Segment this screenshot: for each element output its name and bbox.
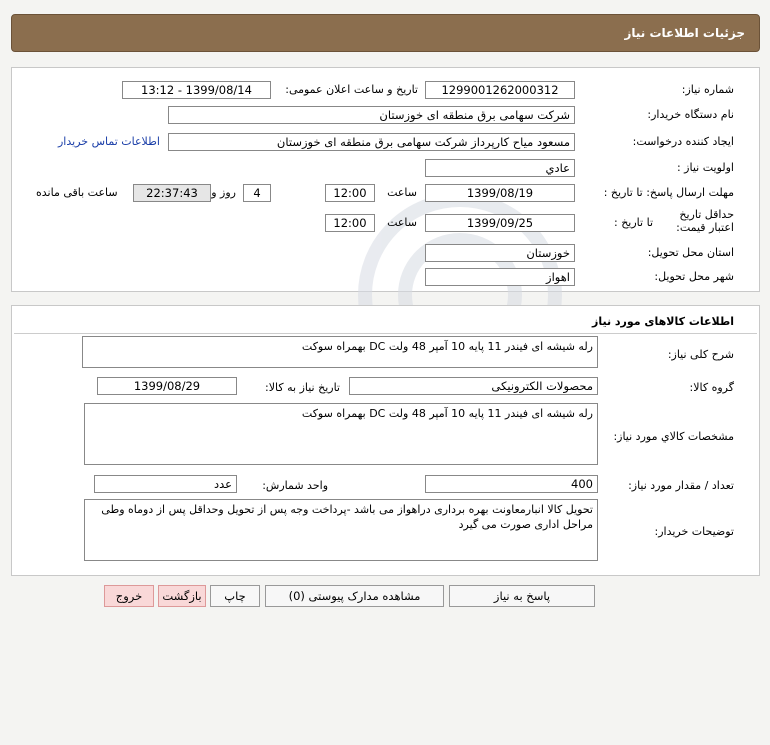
- print-button[interactable]: چاپ: [210, 585, 260, 607]
- general-desc-field: رله شیشه ای فیندر 11 پایه 10 آمپر 48 ولت DC بهمراه سوکت: [82, 336, 598, 368]
- validity-date-field: 1399/09/25: [425, 214, 575, 232]
- announce-label: تاریخ و ساعت اعلان عمومی:: [285, 83, 418, 96]
- section-divider: [14, 333, 757, 334]
- province-field: خوزستان: [425, 244, 575, 262]
- spec-label: مشخصات کالاي مورد نیاز:: [613, 430, 734, 443]
- buyer-notes-field: تحویل کالا انبارمعاونت بهره برداری دراهواز می باشد -پرداخت وجه پس از تحویل وحداقل پس از دوماه وطی مراحل اداری صورت می گیرد: [84, 499, 598, 561]
- requester-field: مسعود میاح کارپرداز شرکت سهامی برق منطقه ای خوزستان: [168, 133, 575, 151]
- qty-label: تعداد / مقدار مورد نیاز:: [628, 479, 734, 492]
- days-field: 4: [243, 184, 271, 202]
- buyer-org-field: شرکت سهامی برق منطقه ای خوزستان: [168, 106, 575, 124]
- validity-time-field: 12:00: [325, 214, 375, 232]
- buyer-notes-label: توضیحات خریدار:: [654, 525, 734, 538]
- general-desc-label: شرح کلی نیاز:: [667, 348, 734, 361]
- deadline-time-label: ساعت: [387, 186, 417, 199]
- page-title: جزئیات اطلاعات نیاز: [624, 26, 745, 40]
- buyer-contact-link[interactable]: اطلاعات تماس خریدار: [58, 135, 160, 148]
- reply-button[interactable]: پاسخ به نیاز: [449, 585, 595, 607]
- unit-label: واحد شمارش:: [262, 479, 328, 492]
- remaining-time-field: 22:37:43: [133, 184, 211, 202]
- priority-label: اولویت نیاز :: [676, 161, 734, 174]
- priority-field: عادي: [425, 159, 575, 177]
- spec-field: رله شیشه ای فیندر 11 پایه 10 آمپر 48 ولت DC بهمراه سوکت: [84, 403, 598, 465]
- exit-button[interactable]: خروج: [104, 585, 154, 607]
- need-number-label: شماره نیاز:: [681, 83, 734, 96]
- requester-label: ایجاد کننده درخواست:: [632, 135, 734, 148]
- goods-section-title: اطلاعات کالاهای مورد نیاز: [592, 315, 734, 328]
- qty-field: 400: [425, 475, 598, 493]
- province-label: استان محل تحویل:: [647, 246, 734, 259]
- validity-sub-label: تا تاریخ :: [614, 216, 653, 229]
- validity-time-label: ساعت: [387, 216, 417, 229]
- validity-label: حداقل تاریخ اعتبار قیمت:: [676, 208, 734, 234]
- group-label: گروه کالا:: [689, 381, 734, 394]
- days-label: روز و: [211, 186, 236, 199]
- deadline-time-field: 12:00: [325, 184, 375, 202]
- city-label: شهر محل تحویل:: [654, 270, 734, 283]
- view-attachments-button[interactable]: مشاهده مدارک پیوستی (0): [265, 585, 444, 607]
- back-button[interactable]: بازگشت: [158, 585, 206, 607]
- group-field: محصولات الکترونیکی: [349, 377, 598, 395]
- remaining-label: ساعت باقی مانده: [36, 186, 118, 199]
- need-date-label: تاریخ نیاز به کالا:: [265, 381, 340, 394]
- page-title-bar: [11, 14, 760, 52]
- buyer-org-label: نام دستگاه خریدار:: [647, 108, 734, 121]
- need-number-field: 1299001262000312: [425, 81, 575, 99]
- unit-field: عدد: [94, 475, 237, 493]
- announce-field: 1399/08/14 - 13:12: [122, 81, 271, 99]
- need-date-field: 1399/08/29: [97, 377, 237, 395]
- deadline-date-field: 1399/08/19: [425, 184, 575, 202]
- city-field: اهواز: [425, 268, 575, 286]
- deadline-label: مهلت ارسال پاسخ: تا تاریخ :: [603, 186, 734, 199]
